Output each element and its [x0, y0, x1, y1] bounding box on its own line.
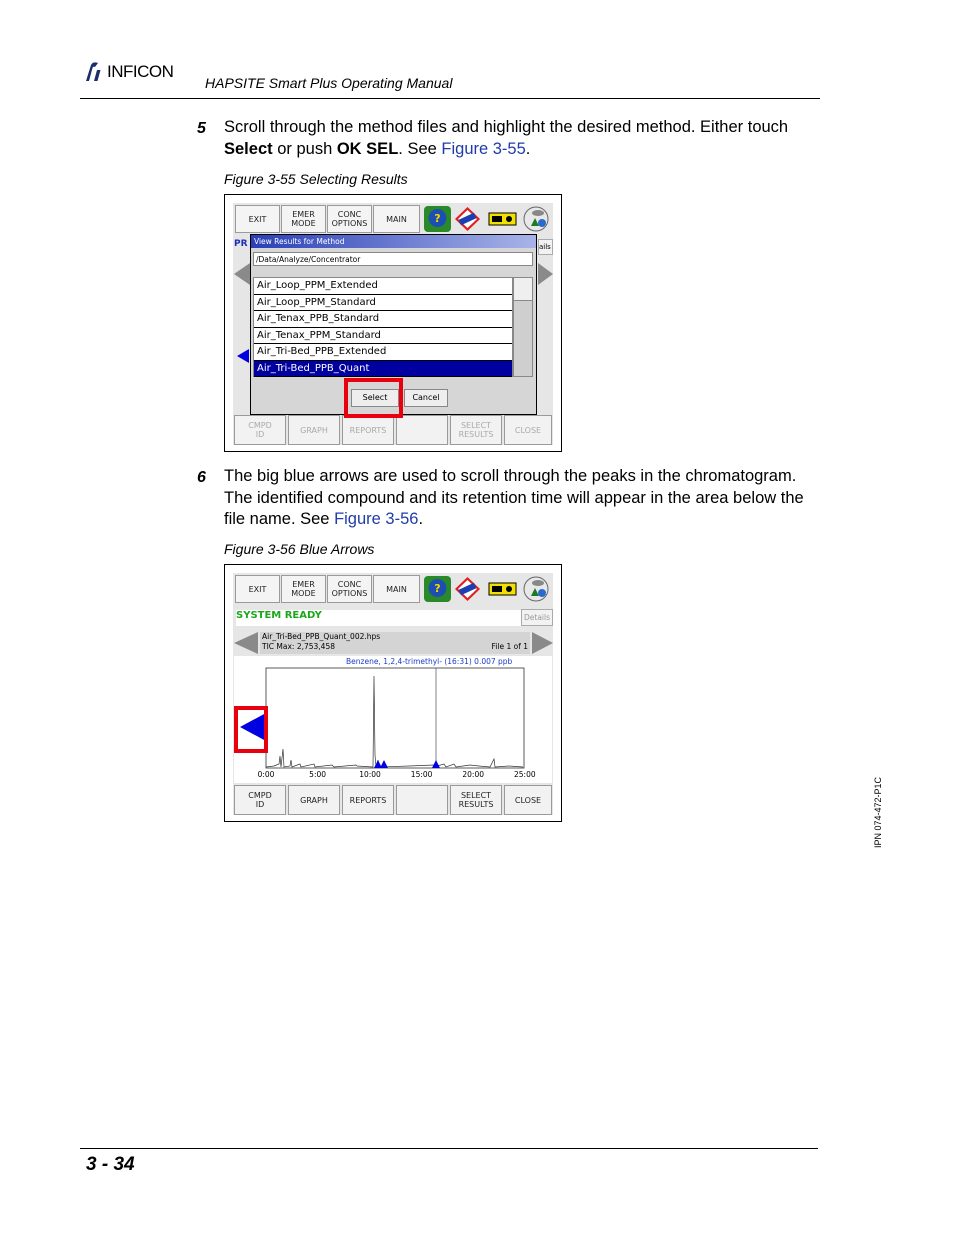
select-results-button[interactable]: SELECT RESULTS	[450, 415, 502, 445]
figure-3-55-link[interactable]: Figure 3-55	[441, 139, 526, 158]
status-text: SYSTEM READY	[236, 610, 521, 626]
method-list-item[interactable]: Air_Tri-Bed_PPB_Quant	[254, 361, 512, 378]
step-5-bold-select: Select	[224, 139, 273, 158]
conc-options-button[interactable]: CONC OPTIONS	[327, 575, 372, 603]
chromatogram-panel	[234, 656, 552, 783]
plot-area	[266, 668, 524, 768]
header-rule	[80, 98, 820, 99]
compound-label: Benzene, 1,2,4-trimethyl- (16:31) 0.007 ppb	[346, 657, 513, 666]
cmpd-id-button[interactable]: CMPD ID	[234, 415, 286, 445]
x-tick-label: 5:00	[309, 770, 327, 779]
step-5-number: 5	[197, 120, 206, 137]
select-results-button[interactable]: SELECT RESULTS	[450, 785, 502, 815]
step-5-text-c: . See	[398, 139, 442, 158]
method-list	[253, 277, 513, 377]
chromatogram-plot	[234, 656, 552, 783]
footer-rule	[80, 1148, 818, 1149]
file-count: File 1 of 1	[491, 642, 528, 651]
figure-3-56-link[interactable]: Figure 3-56	[334, 510, 419, 528]
step-6-text	[224, 466, 824, 531]
dialog-title: View Results for Method	[251, 235, 536, 248]
blank-button	[396, 415, 448, 445]
file-info-bar	[260, 632, 530, 654]
x-axis-ticks	[234, 770, 552, 782]
figure-3-56-caption: Figure 3-56 Blue Arrows	[224, 541, 375, 557]
step-5-text-d: .	[525, 139, 531, 158]
inficon-logo-mark	[82, 61, 104, 83]
close-button[interactable]: CLOSE	[504, 785, 552, 815]
path-field[interactable]: /Data/Analyze/Concentrator	[253, 252, 533, 266]
reports-button[interactable]: REPORTS	[342, 415, 394, 445]
method-list-item[interactable]: Air_Tenax_PPB_Standard	[254, 311, 512, 328]
figure-3-55-caption: Figure 3-55 Selecting Results	[224, 171, 408, 187]
step-5-text-b: or push	[272, 139, 337, 158]
method-list-item[interactable]: Air_Tri-Bed_PPB_Extended	[254, 344, 512, 361]
graph-button[interactable]: GRAPH	[288, 785, 340, 815]
ipn-code: IPN 074-472-P1C	[873, 776, 883, 848]
status-text-partial: PR	[234, 239, 248, 249]
inficon-logo	[82, 60, 173, 84]
prev-file-arrow-icon[interactable]	[234, 632, 258, 654]
help-icon[interactable]	[424, 576, 451, 602]
peak-left-arrow-icon[interactable]	[237, 349, 249, 363]
cancel-button[interactable]: Cancel	[404, 389, 448, 407]
x-tick-label: 20:00	[462, 770, 485, 779]
x-tick-label: 25:00	[514, 770, 536, 779]
step-6-text-a: The big blue arrows are used to scroll through the peaks in the chromatogram. The identified compound and its retention time will appear in the area below the file name. See	[224, 467, 804, 528]
x-tick-label: 0:00	[257, 770, 275, 779]
main-button[interactable]: MAIN	[373, 575, 420, 603]
conc-options-button[interactable]: CONC OPTIONS	[327, 205, 372, 233]
x-tick-label: 10:00	[359, 770, 381, 779]
info-icon[interactable]	[454, 576, 481, 602]
select-button[interactable]: Select	[351, 389, 399, 407]
scrollbar-thumb[interactable]	[514, 278, 532, 301]
cmpd-id-button[interactable]: CMPD ID	[234, 785, 286, 815]
right-scroll-arrow-icon[interactable]	[538, 263, 553, 285]
svg-text:?: ?	[434, 212, 441, 225]
left-scroll-arrow-icon[interactable]	[234, 263, 250, 285]
blank-button	[396, 785, 448, 815]
file-name: Air_Tri-Bed_PPB_Quant_002.hps	[262, 632, 381, 641]
help-icon[interactable]	[424, 206, 451, 232]
step-6-number: 6	[197, 469, 206, 486]
graph-button[interactable]: GRAPH	[288, 415, 340, 445]
battery-icon[interactable]	[488, 576, 518, 602]
next-file-arrow-icon[interactable]	[532, 632, 553, 654]
method-list-item[interactable]: Air_Tenax_PPM_Standard	[254, 328, 512, 345]
details-button[interactable]: Details	[521, 609, 553, 626]
exit-button[interactable]: EXIT	[235, 575, 280, 603]
figure-3-55-screenshot	[224, 194, 562, 452]
environment-icon[interactable]	[522, 576, 550, 602]
manual-title: HAPSITE Smart Plus Operating Manual	[205, 75, 453, 91]
x-tick-label: 15:00	[410, 770, 433, 779]
reports-button[interactable]: REPORTS	[342, 785, 394, 815]
hapsite-screen-results	[233, 573, 553, 815]
blue-arrow-highlight-box	[234, 706, 268, 753]
method-list-item[interactable]: Air_Loop_PPM_Extended	[254, 278, 512, 295]
details-button-partial[interactable]: ails	[538, 239, 553, 255]
battery-icon[interactable]	[488, 206, 518, 232]
tic-max: TIC Max: 2,753,458	[262, 642, 336, 651]
emer-mode-button[interactable]: EMER MODE	[281, 205, 326, 233]
emer-mode-button[interactable]: EMER MODE	[281, 575, 326, 603]
list-scrollbar[interactable]	[513, 277, 533, 377]
environment-icon[interactable]	[522, 206, 550, 232]
page-number: 3 - 34	[86, 1154, 135, 1175]
svg-text:?: ?	[434, 582, 441, 595]
info-icon[interactable]	[454, 206, 481, 232]
close-button[interactable]: CLOSE	[504, 415, 552, 445]
method-list-item[interactable]: Air_Loop_PPM_Standard	[254, 295, 512, 312]
step-6-text-b: .	[418, 510, 424, 528]
select-highlight-box	[344, 378, 403, 418]
step-5-text	[224, 117, 824, 160]
step-5-text-a: Scroll through the method files and highlight the desired method. Either touch	[224, 118, 789, 136]
exit-button[interactable]: EXIT	[235, 205, 280, 233]
logo-wordmark: INFICON	[107, 62, 174, 81]
main-button[interactable]: MAIN	[373, 205, 420, 233]
step-5-bold-oksel: OK SEL	[336, 139, 399, 158]
figure-3-56-screenshot	[224, 564, 562, 822]
